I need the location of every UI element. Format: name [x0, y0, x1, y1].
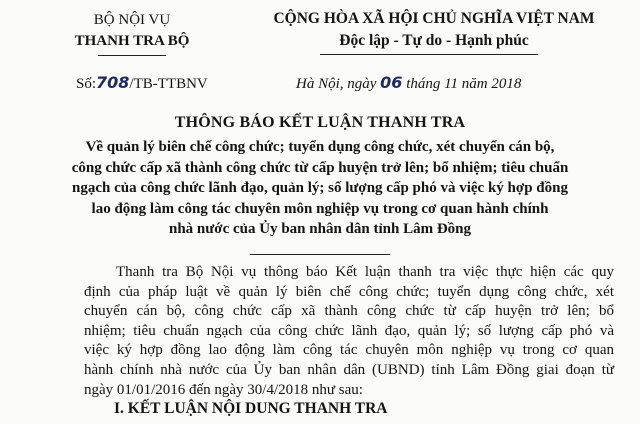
- subject-line: nhà nước của Ủy ban nhân dân tỉnh Lâm Đồng: [169, 221, 471, 237]
- document-title: THÔNG BÁO KẾT LUẬN THANH TRA: [174, 114, 466, 131]
- date-suffix: tháng 11 năm 2018: [406, 76, 522, 92]
- agency-inspectorate: THANH TRA BỘ: [74, 33, 190, 49]
- date-prefix: Hà Nội, ngày: [296, 76, 377, 92]
- body-line: định của pháp luật về quản lý biên chế công chức; tuyển dụng công chức, xét: [84, 283, 614, 300]
- document-number: [76, 73, 208, 93]
- body-line: việc ký hợp đồng lao động làm công tác chuyên môn nghiệp vụ trong cơ quan: [84, 342, 614, 359]
- handwritten-number: 708: [96, 73, 130, 92]
- body-paragraph: [84, 263, 614, 400]
- body-line: Thanh tra Bộ Nội vụ thông báo Kết luận thanh tra việc thực hiện các quy: [116, 264, 614, 280]
- subject-underline: [250, 254, 390, 255]
- number-suffix: /TB-TTBNV: [129, 76, 208, 92]
- body-line: chuyển cán bộ, công chức cấp xã thành công chức từ cấp huyện trở lên; bổ: [84, 303, 614, 320]
- issuing-agency: [62, 10, 202, 52]
- national-header: [244, 8, 624, 52]
- country-name: CỘNG HÒA XÃ HỘI CHỦ NGHĨA VIỆT NAM: [273, 10, 595, 27]
- subject-line: công chức cấp xã thành công chức từ cấp huyện trở lên; bổ nhiệm; tiêu chuẩn: [71, 159, 569, 176]
- handwritten-day: 06: [380, 73, 403, 92]
- document-subject: [44, 137, 596, 240]
- body-line: hành chính nhà nước của Ủy ban nhân dân (UBND) tỉnh Lâm Đồng giai đoạn từ: [84, 361, 614, 378]
- body-line: ngày 01/01/2016 đến ngày 30/4/2018 như sau:: [84, 381, 363, 398]
- motto: Độc lập - Tự do - Hạnh phúc: [339, 32, 529, 49]
- subject-line: lao động làm công tác chuyên môn nghiệp vụ trong cơ quan hành chính: [91, 200, 549, 217]
- agency-underline: [98, 55, 166, 56]
- number-prefix: Số:: [76, 76, 97, 92]
- document-date: [296, 73, 521, 93]
- section-heading: I. KẾT LUẬN NỘI DUNG THANH TRA: [114, 400, 388, 417]
- agency-ministry: BỘ NỘI VỤ: [93, 12, 171, 28]
- body-line: nhiệm; tiêu chuẩn ngạch của công chức lãnh đạo, quản lý; số lượng cấp phó và: [84, 322, 614, 339]
- subject-line: Về quản lý biên chế công chức; tuyển dụng công chức, xét chuyển cán bộ,: [85, 139, 555, 155]
- motto-underline: [320, 54, 538, 55]
- subject-line: ngạch của công chức lãnh đạo, quản lý; số lượng cấp phó và việc ký hợp đồng: [72, 180, 568, 196]
